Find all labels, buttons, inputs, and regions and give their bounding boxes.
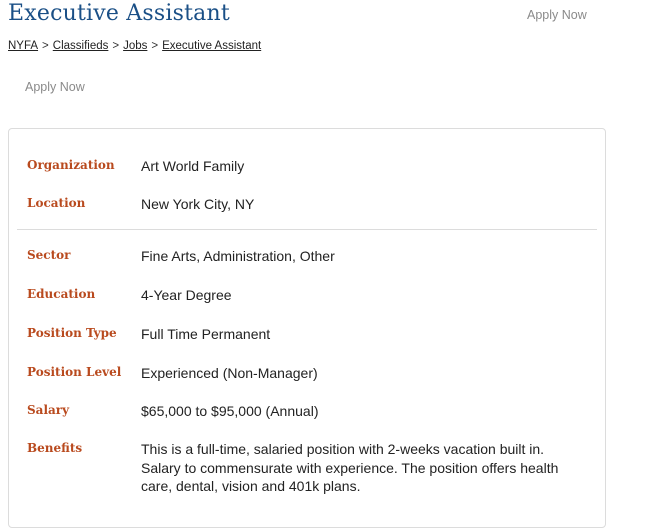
apply-now-button[interactable]: Apply Now xyxy=(25,80,85,94)
apply-now-button-header[interactable]: Apply Now xyxy=(527,8,587,22)
detail-value: $65,000 to $95,000 (Annual) xyxy=(141,403,319,419)
breadcrumb xyxy=(8,40,261,52)
breadcrumb-separator: > xyxy=(42,40,49,52)
detail-value: 4-Year Degree xyxy=(141,287,232,303)
breadcrumb-link-jobs[interactable]: Jobs xyxy=(123,40,148,52)
detail-label: Sector xyxy=(27,248,71,262)
section-divider xyxy=(17,229,597,230)
detail-label: Organization xyxy=(27,158,115,172)
detail-label: Position Type xyxy=(27,326,117,340)
detail-value: New York City, NY xyxy=(141,196,255,212)
detail-label: Benefits xyxy=(27,441,83,455)
detail-value: Experienced (Non-Manager) xyxy=(141,365,318,381)
detail-value: Fine Arts, Administration, Other xyxy=(141,248,335,264)
breadcrumb-link-executive-assistant[interactable]: Executive Assistant xyxy=(162,40,262,52)
breadcrumb-separator: > xyxy=(151,40,159,52)
detail-label: Education xyxy=(27,287,96,301)
detail-value: Art World Family xyxy=(141,158,245,174)
breadcrumb-link-nyfa[interactable]: NYFA xyxy=(8,40,39,52)
detail-value: Full Time Permanent xyxy=(141,326,271,342)
breadcrumb-link-classifieds[interactable]: Classifieds xyxy=(52,40,109,52)
detail-label: Location xyxy=(27,196,86,210)
detail-value: This is a full-time, salaried position with 2-weeks vacation built in. Salary to commensurate with experience. The position offers health care, dental, vision and 401k plans. xyxy=(141,441,559,494)
detail-label: Salary xyxy=(27,403,70,417)
detail-label: Position Level xyxy=(27,365,122,379)
breadcrumb-separator: > xyxy=(112,40,120,52)
page-title: Executive Assistant xyxy=(8,1,230,26)
